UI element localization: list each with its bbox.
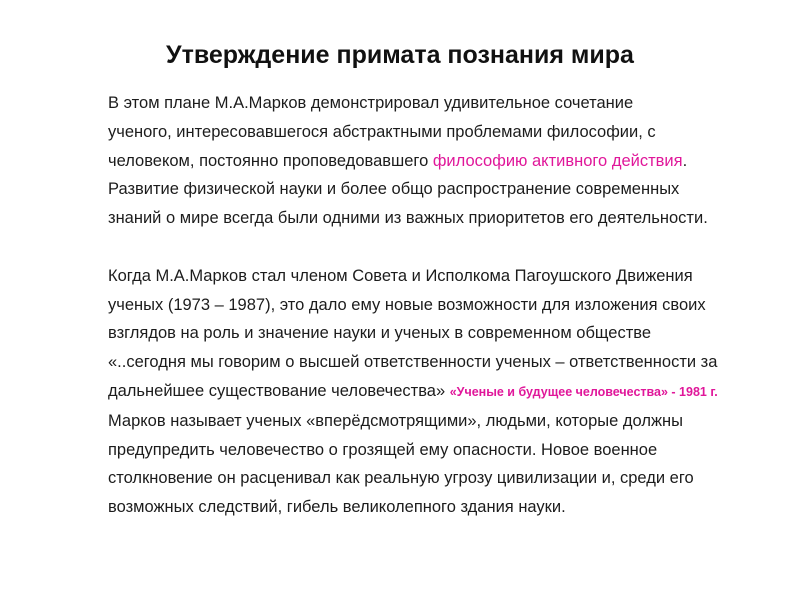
paragraph-2-line-4: «..сегодня мы говорим о высшей ответственности ученых – ответственности за xyxy=(108,353,718,372)
paragraph-2-line-3: взглядов на роль и значение науки и ученых в современном обществе xyxy=(108,324,652,343)
paragraph-1-line-4: Развитие физической науки и более общо распространение современных xyxy=(108,180,680,199)
paragraph-1 xyxy=(108,89,788,233)
paragraph-2-line-5 xyxy=(108,377,788,407)
paragraph-1-line-3-text: человеком, постоянно проповедовавшего xyxy=(108,151,433,170)
paragraph-2-line-8: столкновение он расценивал как реальную угрозу цивилизации и, среди его xyxy=(108,469,694,488)
paragraph-1-line-2: ученого, интересовавшегося абстрактными проблемами философии, с xyxy=(108,122,656,141)
slide-body xyxy=(108,89,788,522)
paragraph-1-line-3-end: . xyxy=(682,151,688,170)
paragraph-2 xyxy=(108,262,788,522)
paragraph-1-line-5: знаний о мире всегда были одними из важных приоритетов его деятельности. xyxy=(108,209,708,228)
paragraph-2-line-5-text: дальнейшее существование человечества» xyxy=(108,381,450,400)
highlighted-phrase: философию активного действия xyxy=(432,151,683,170)
paragraph-spacer xyxy=(108,233,788,262)
paragraph-1-line-1: В этом плане М.А.Марков демонстрировал удивительное сочетание xyxy=(108,94,634,112)
citation: «Ученые и будущее человечества» - 1981 г. xyxy=(449,384,718,399)
paragraph-2-line-7: предупредить человечество о грозящей ему опасности. Новое военное xyxy=(108,440,658,459)
paragraph-2-line-1: Когда М.А.Марков стал членом Совета и Исполкома Пагоушского Движения xyxy=(108,266,693,285)
paragraph-2-line-9: возможных следствий, гибель великолепного здания науки. xyxy=(108,498,566,517)
paragraph-2-line-6: Марков называет ученых «вперёдсмотрящими», людьми, которые должны xyxy=(108,411,683,430)
paragraph-1-line-3 xyxy=(108,147,788,176)
slide-title: Утверждение примата познания мира xyxy=(166,41,634,69)
paragraph-2-line-2: ученых (1973 – 1987), это дало ему новые возможности для изложения своих xyxy=(108,295,706,314)
